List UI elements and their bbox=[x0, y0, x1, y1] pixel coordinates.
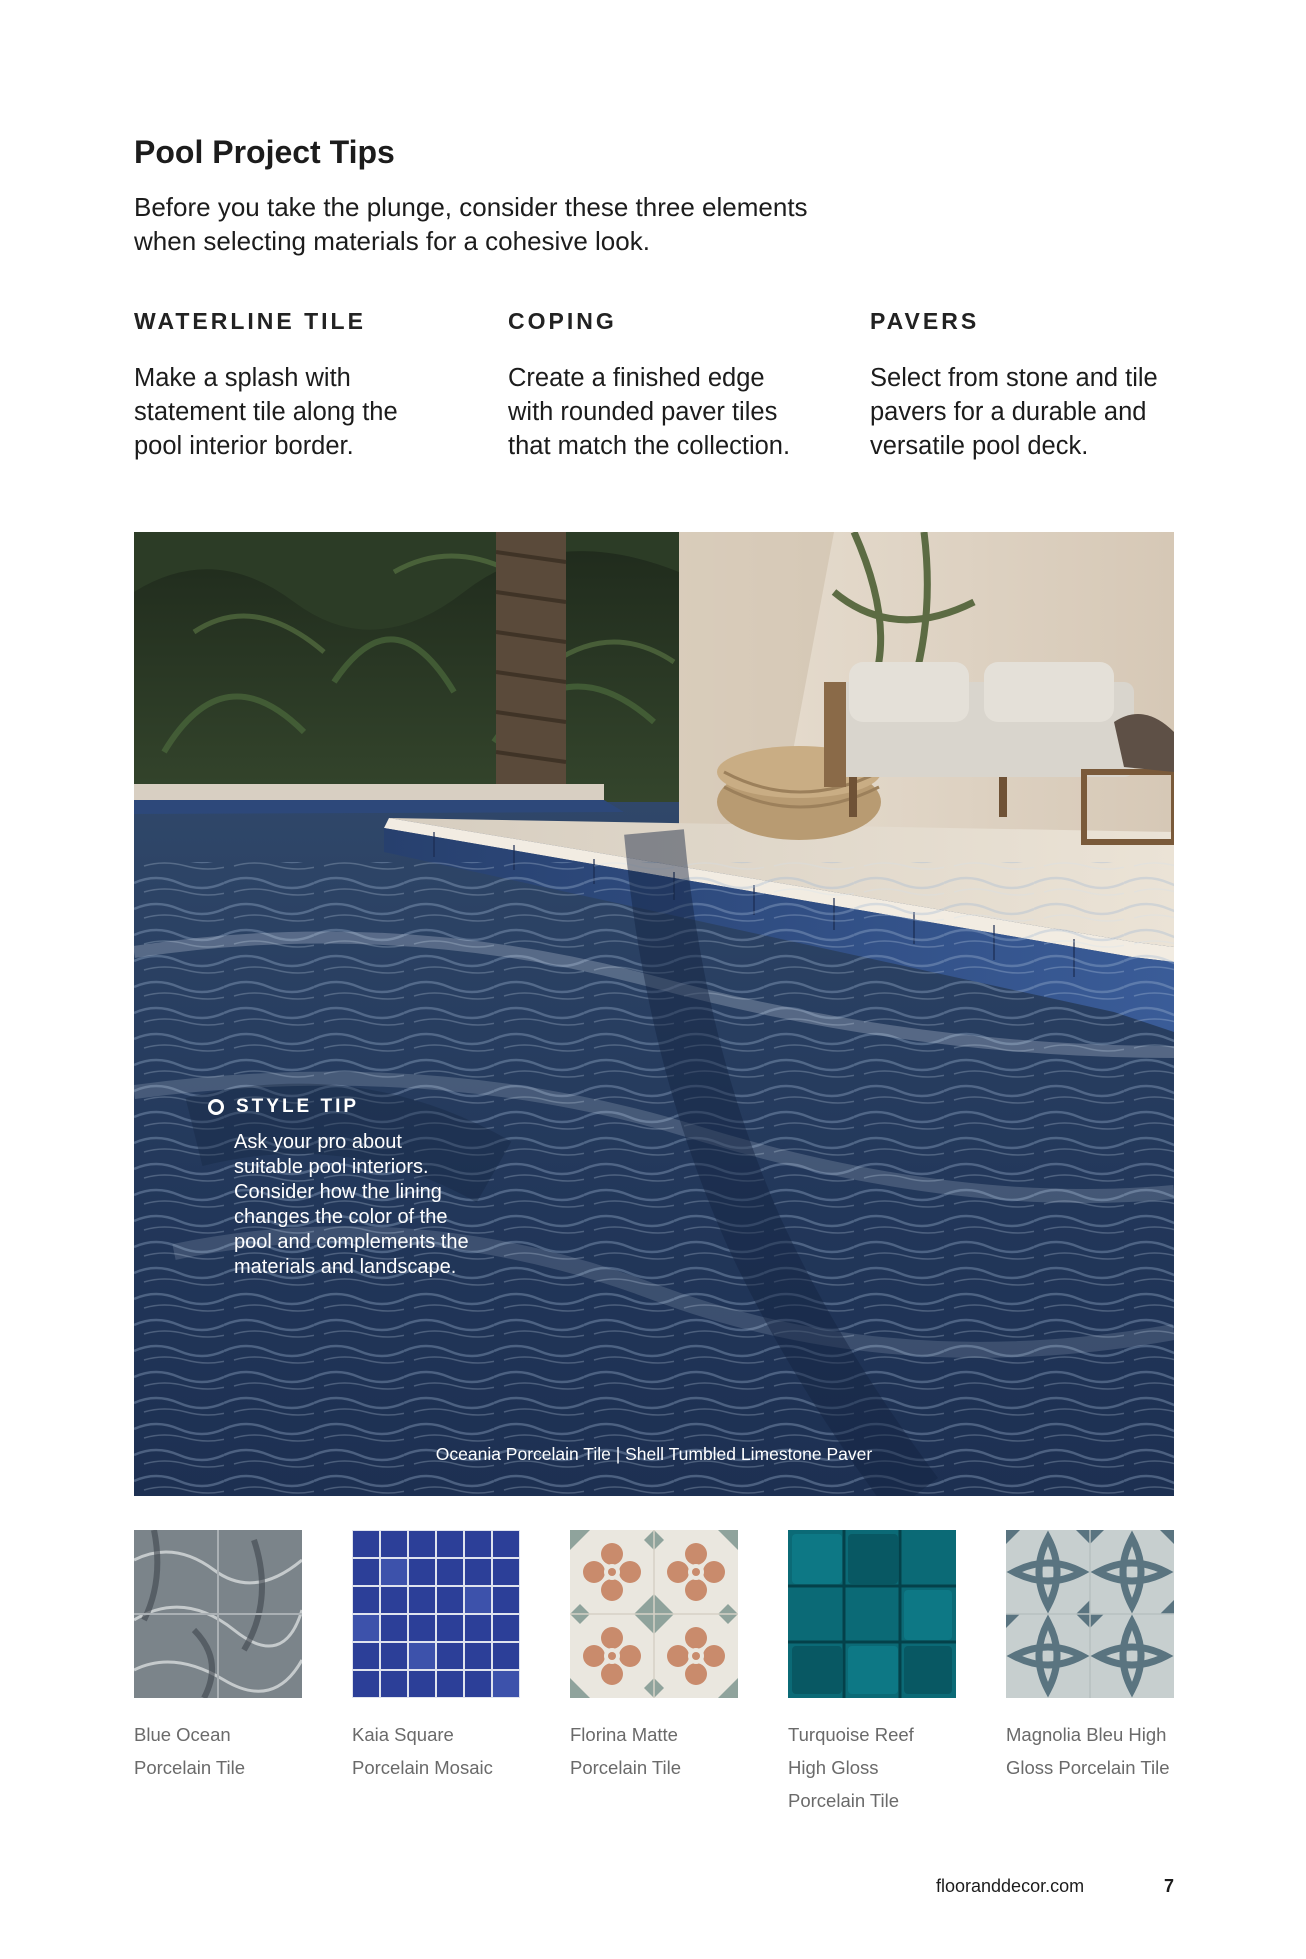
circle-bullet-icon bbox=[208, 1099, 224, 1115]
magnolia-bleu-tile-image bbox=[1006, 1530, 1174, 1698]
column-heading: WATERLINE TILE bbox=[134, 308, 366, 334]
swatch-label-line: Gloss Porcelain Tile bbox=[1006, 1757, 1170, 1778]
swatch-label bbox=[570, 1718, 738, 1784]
blue-ocean-tile-image bbox=[134, 1530, 302, 1698]
style-tip-line: Ask your pro about bbox=[234, 1131, 402, 1153]
swatch-label-line: Blue Ocean bbox=[134, 1724, 231, 1745]
style-tip-line: Consider how the lining bbox=[234, 1181, 442, 1203]
column-heading: PAVERS bbox=[870, 308, 980, 334]
swatch-label bbox=[134, 1718, 302, 1784]
swatch-label bbox=[788, 1718, 956, 1817]
swatch-label bbox=[352, 1718, 520, 1784]
swatch-label-line: Turquoise Reef bbox=[788, 1724, 914, 1745]
column-line: pool interior border. bbox=[134, 432, 354, 460]
column-line: Create a finished edge bbox=[508, 364, 765, 392]
swatch-label-line: Florina Matte bbox=[570, 1724, 678, 1745]
style-tip-line: materials and landscape. bbox=[234, 1256, 457, 1278]
kaia-square-mosaic-image bbox=[352, 1530, 520, 1698]
column-line: Select from stone and tile bbox=[870, 364, 1158, 392]
column-text bbox=[134, 361, 464, 463]
column-line: statement tile along the bbox=[134, 398, 398, 426]
product-swatch-turquoise-reef[interactable] bbox=[788, 1530, 956, 1817]
column-line: that match the collection. bbox=[508, 432, 791, 460]
tip-column-coping bbox=[508, 308, 838, 463]
product-swatch-kaia-square[interactable] bbox=[352, 1530, 520, 1784]
column-text bbox=[508, 361, 838, 463]
swatch-label-line: High Gloss bbox=[788, 1757, 879, 1778]
style-tip-heading-label: STYLE TIP bbox=[236, 1096, 360, 1117]
product-swatch-blue-ocean[interactable] bbox=[134, 1530, 302, 1784]
swatch-label-line: Porcelain Tile bbox=[788, 1790, 900, 1811]
pool-scene-illustration bbox=[134, 532, 1174, 1496]
style-tip-line: pool and complements the bbox=[234, 1231, 469, 1253]
column-line: pavers for a durable and bbox=[870, 398, 1147, 426]
column-text bbox=[870, 361, 1200, 463]
footer-website-link[interactable]: flooranddecor.com bbox=[936, 1876, 1085, 1896]
product-swatch-florina-matte[interactable] bbox=[570, 1530, 738, 1784]
pool-hero-image bbox=[134, 532, 1174, 1496]
swatch-label bbox=[1006, 1718, 1174, 1784]
style-tip-callout bbox=[208, 1096, 528, 1280]
style-tip-text bbox=[234, 1130, 528, 1280]
tip-column-pavers bbox=[870, 308, 1200, 463]
page-title: Pool Project Tips bbox=[134, 134, 395, 170]
product-swatch-magnolia-bleu[interactable] bbox=[1006, 1530, 1174, 1784]
column-line: versatile pool deck. bbox=[870, 432, 1089, 460]
intro-text bbox=[134, 190, 894, 258]
intro-line: Before you take the plunge, consider these three elements bbox=[134, 192, 808, 222]
image-caption: Oceania Porcelain Tile | Shell Tumbled Limestone Paver bbox=[435, 1444, 873, 1464]
swatch-label-line: Porcelain Tile bbox=[134, 1757, 246, 1778]
column-line: Make a splash with bbox=[134, 364, 351, 392]
style-tip-line: suitable pool interiors. bbox=[234, 1156, 429, 1178]
column-line: with rounded paver tiles bbox=[508, 398, 778, 426]
style-tip-heading bbox=[208, 1096, 528, 1118]
page-number: 7 bbox=[1164, 1876, 1175, 1896]
intro-line: when selecting materials for a cohesive look. bbox=[134, 226, 650, 256]
column-heading: COPING bbox=[508, 308, 617, 334]
swatch-label-line: Magnolia Bleu High bbox=[1006, 1724, 1167, 1745]
style-tip-line: changes the color of the bbox=[234, 1206, 448, 1228]
swatch-label-line: Porcelain Tile bbox=[570, 1757, 682, 1778]
tip-column-waterline bbox=[134, 308, 464, 463]
swatch-label-line: Porcelain Mosaic bbox=[352, 1757, 493, 1778]
turquoise-reef-tile-image bbox=[788, 1530, 956, 1698]
swatch-label-line: Kaia Square bbox=[352, 1724, 454, 1745]
florina-matte-tile-image bbox=[570, 1530, 738, 1698]
